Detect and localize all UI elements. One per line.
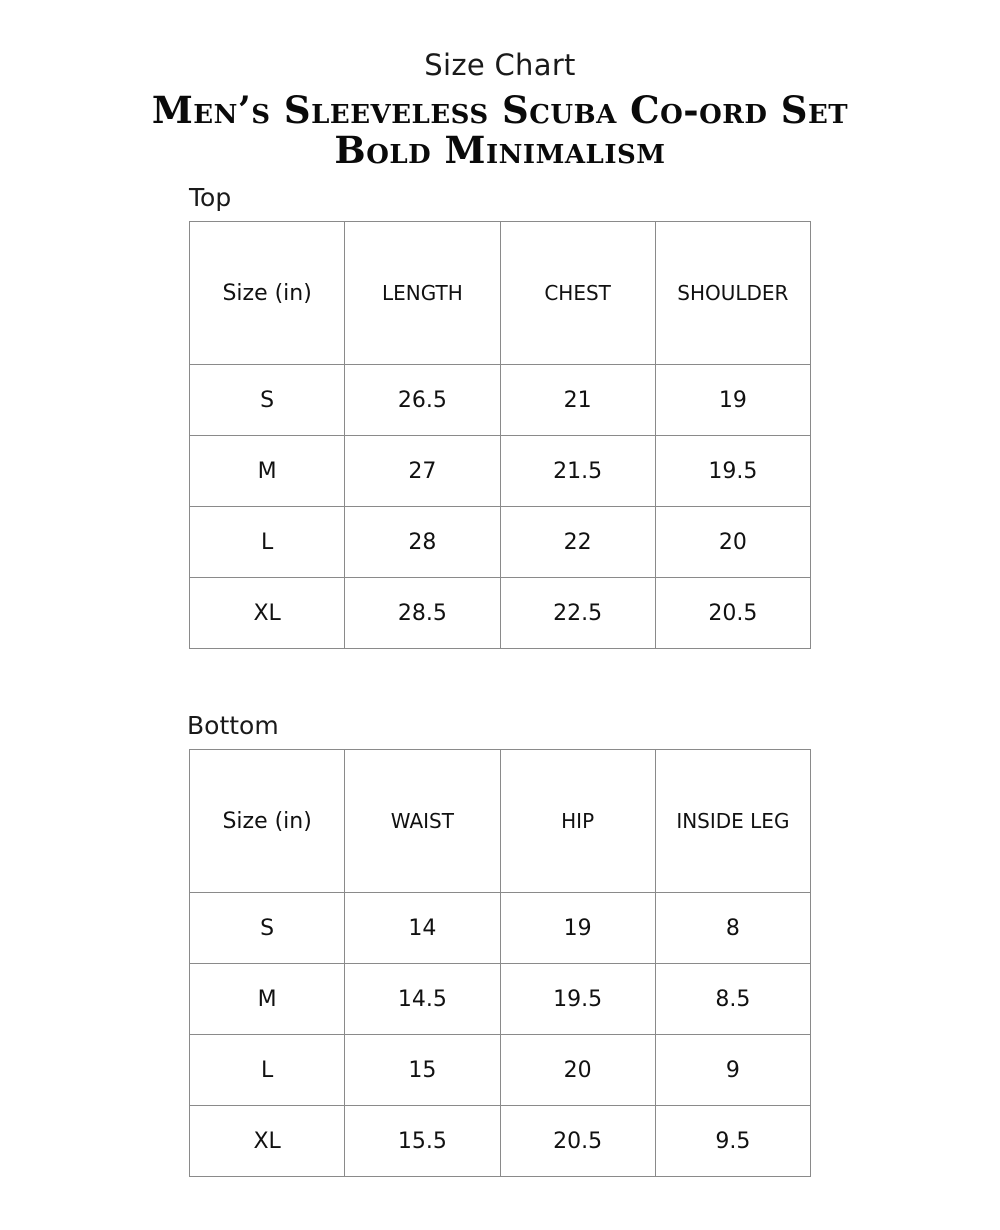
table-cell: 28	[345, 507, 500, 578]
size-cell: S	[190, 365, 345, 436]
size-cell: L	[190, 507, 345, 578]
column-header: Size (in)	[190, 222, 345, 365]
table-cell: 20.5	[500, 1106, 655, 1177]
table-cell: 26.5	[345, 365, 500, 436]
column-header: LENGTH	[345, 222, 500, 365]
table-cell: 15	[345, 1035, 500, 1106]
product-title: Men’s Sleeveless Scuba Co-ord Set	[151, 88, 849, 132]
table-row	[190, 964, 811, 1035]
size-cell: L	[190, 1035, 345, 1106]
table-cell: 27	[345, 436, 500, 507]
table-cell: 9.5	[655, 1106, 810, 1177]
size-cell: XL	[190, 1106, 345, 1177]
column-header: SHOULDER	[655, 222, 810, 365]
size-cell: XL	[190, 578, 345, 649]
table-cell: 22	[500, 507, 655, 578]
column-header: Size (in)	[190, 750, 345, 893]
table-cell: 22.5	[500, 578, 655, 649]
table-row	[190, 578, 811, 649]
bottom-size-table	[189, 749, 811, 1177]
table-cell: 9	[655, 1035, 810, 1106]
bottom-section-label: Bottom	[187, 711, 279, 740]
table-cell: 14	[345, 893, 500, 964]
column-header: INSIDE LEG	[655, 750, 810, 893]
column-header: HIP	[500, 750, 655, 893]
table-cell: 21.5	[500, 436, 655, 507]
table-row	[190, 1035, 811, 1106]
table-header-row	[190, 222, 811, 365]
size-cell: M	[190, 436, 345, 507]
table-cell: 14.5	[345, 964, 500, 1035]
table-cell: 28.5	[345, 578, 500, 649]
table-cell: 20	[500, 1035, 655, 1106]
table-cell: 19.5	[500, 964, 655, 1035]
table-header-row	[190, 750, 811, 893]
table-row	[190, 1106, 811, 1177]
table-cell: 8	[655, 893, 810, 964]
table-cell: 19	[655, 365, 810, 436]
table-cell: 20.5	[655, 578, 810, 649]
collection-title: Bold Minimalism	[334, 128, 666, 172]
table-cell: 19.5	[655, 436, 810, 507]
size-cell: S	[190, 893, 345, 964]
table-row	[190, 507, 811, 578]
table-cell: 15.5	[345, 1106, 500, 1177]
top-section-label: Top	[189, 183, 232, 212]
table-cell: 19	[500, 893, 655, 964]
table-cell: 8.5	[655, 964, 810, 1035]
top-size-table	[189, 221, 811, 649]
table-row	[190, 365, 811, 436]
table-cell: 20	[655, 507, 810, 578]
column-header: WAIST	[345, 750, 500, 893]
size-cell: M	[190, 964, 345, 1035]
table-row	[190, 436, 811, 507]
table-row	[190, 893, 811, 964]
size-chart-subtitle: Size Chart	[424, 48, 576, 82]
table-cell: 21	[500, 365, 655, 436]
column-header: CHEST	[500, 222, 655, 365]
